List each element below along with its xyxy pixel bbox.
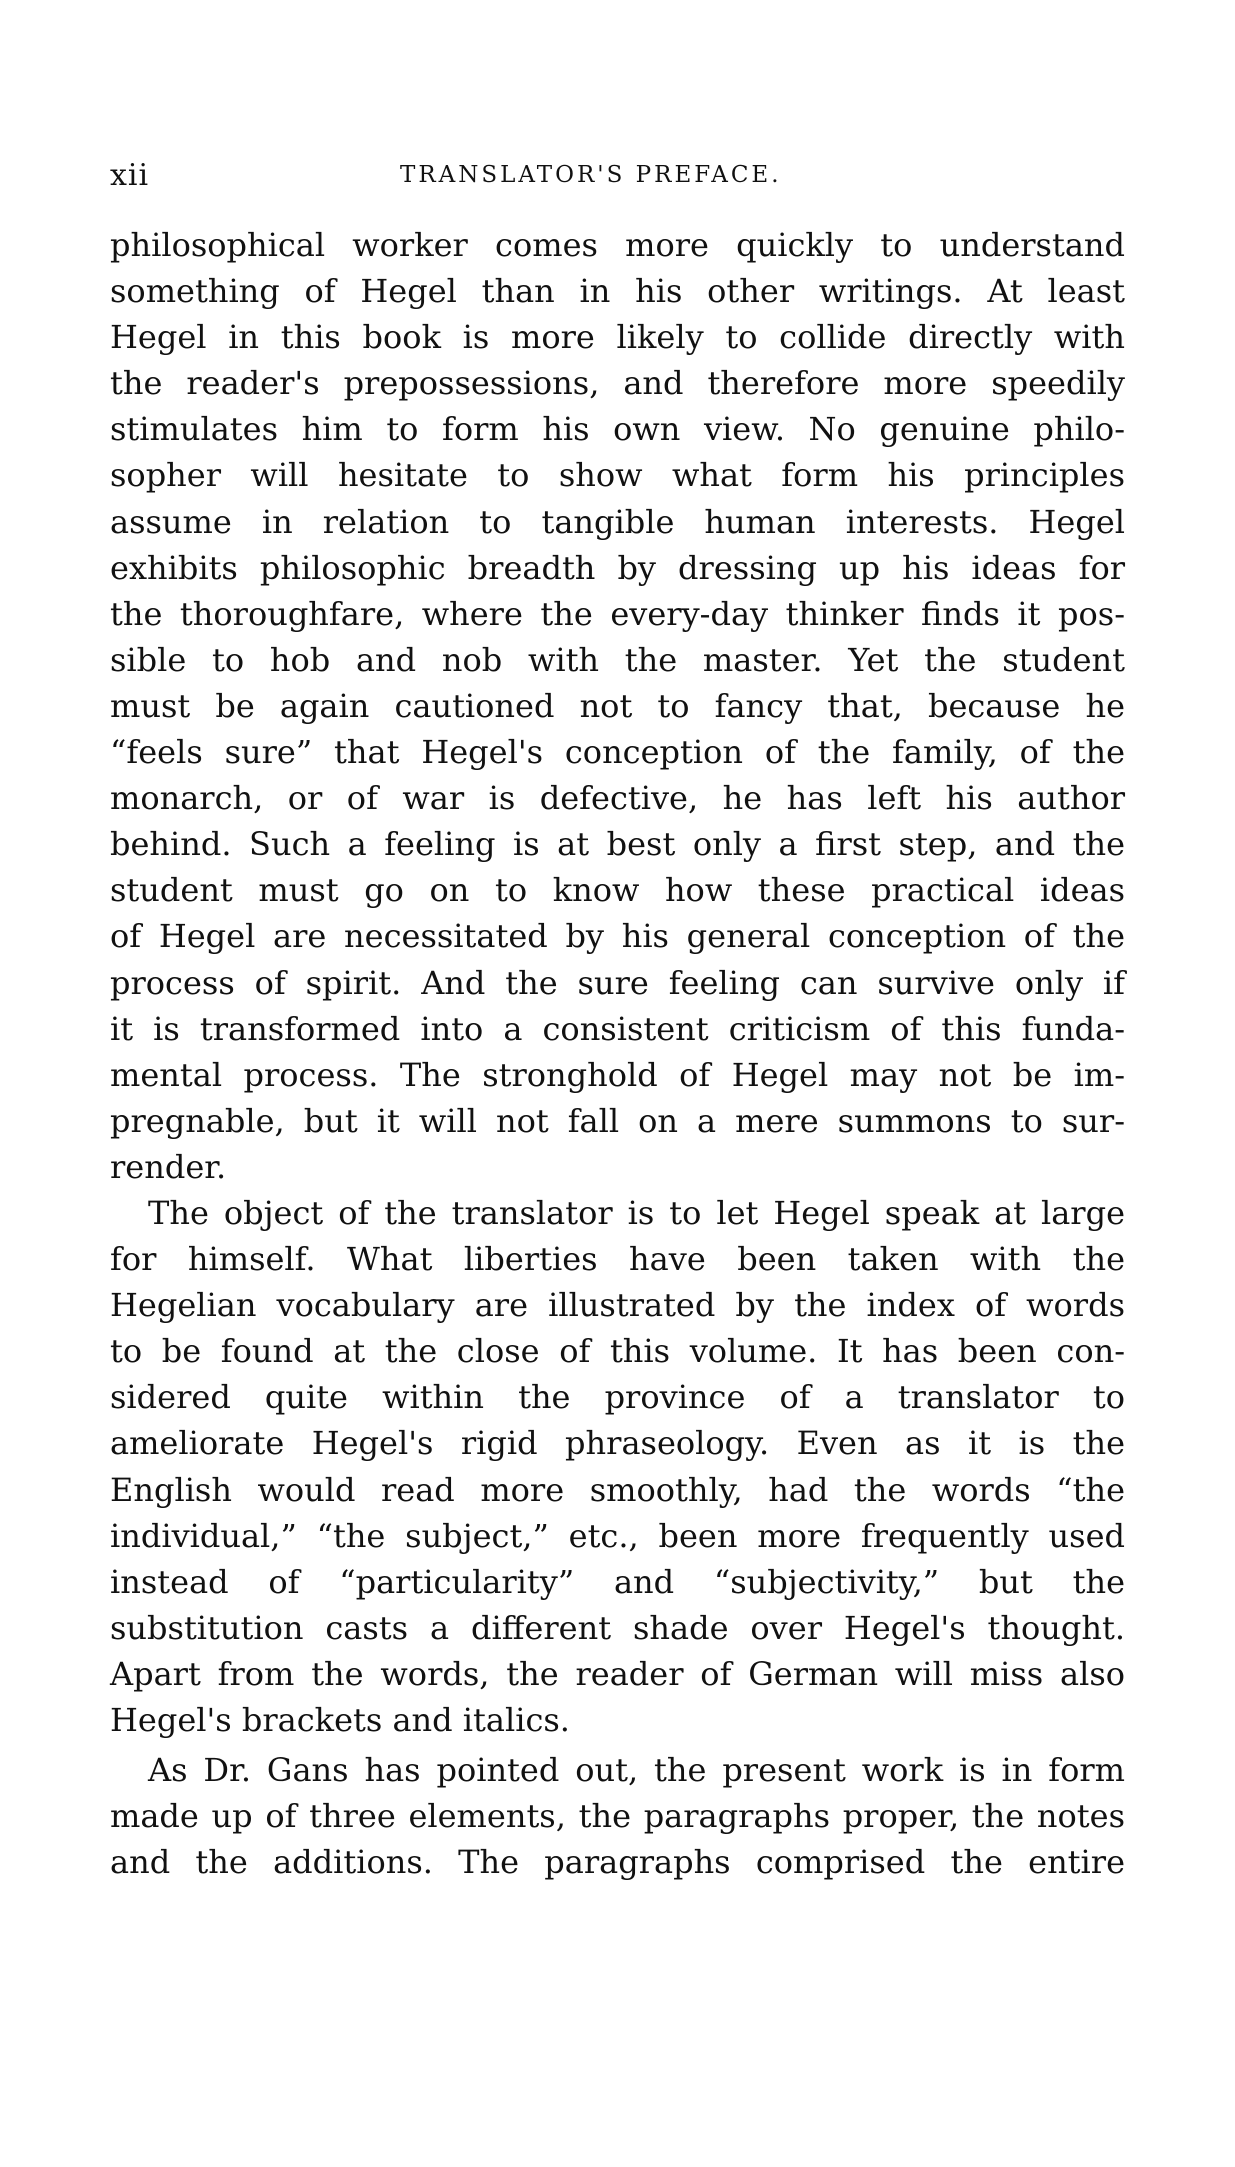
text-line: made up of three elements, the paragraphs proper, the notes xyxy=(110,1797,1125,1836)
paragraph-3 xyxy=(110,1747,1125,1885)
text-line: Apart from the words, the reader of German will miss also xyxy=(110,1654,1125,1693)
text-line: student must go on to know how these practical ideas xyxy=(110,871,1125,910)
text-line: As Dr. Gans has pointed out, the present work is in form xyxy=(148,1751,1125,1790)
text-line: behind. Such a feeling is at best only a first step, and the xyxy=(110,825,1125,864)
text-line: The object of the translator is to let Hegel speak at large xyxy=(148,1193,1125,1232)
text-line: sible to hob and nob with the master. Yet the student xyxy=(110,640,1125,679)
text-line: stimulates him to form his own view. No genuine philo- xyxy=(110,410,1125,449)
paragraph-1 xyxy=(110,222,1125,1190)
text-line: and the additions. The paragraphs comprised the entire xyxy=(110,1843,1125,1882)
text-line: pregnable, but it will not fall on a mere summons to sur- xyxy=(110,1101,1125,1140)
page-number: xii xyxy=(110,158,150,193)
text-line: must be again cautioned not to fancy that, because he xyxy=(110,686,1125,725)
text-line: assume in relation to tangible human interests. Hegel xyxy=(110,502,1125,541)
text-line: sopher will hesitate to show what form his principles xyxy=(110,456,1125,495)
text-line: Hegel's brackets and italics. xyxy=(110,1701,570,1739)
text-line: instead of “particularity” and “subjectivity,” but the xyxy=(110,1562,1125,1601)
text-line: Hegelian vocabulary are illustrated by the index of words xyxy=(110,1286,1125,1325)
text-line: monarch, or of war is defective, he has left his author xyxy=(110,779,1125,818)
text-line: sidered quite within the province of a translator to xyxy=(110,1378,1125,1417)
text-line: render. xyxy=(110,1147,227,1186)
body-text xyxy=(110,222,1125,1885)
text-line: mental process. The stronghold of Hegel may not be im- xyxy=(110,1055,1125,1094)
text-line: Hegel in this book is more likely to collide directly with xyxy=(110,318,1125,357)
text-line: something of Hegel than in his other writings. At least xyxy=(110,272,1125,311)
text-line: of Hegel are necessitated by his general conception of the xyxy=(110,917,1125,956)
text-line: philosophical worker comes more quickly to understand xyxy=(110,226,1125,264)
paragraph-2 xyxy=(110,1190,1125,1743)
text-line: the reader's prepossessions, and therefore more speedily xyxy=(110,364,1125,403)
text-line: to be found at the close of this volume. It has been con- xyxy=(110,1332,1125,1371)
page-header xyxy=(110,158,1126,198)
running-head: TRANSLATOR'S PREFACE. xyxy=(400,162,782,188)
text-line: for himself. What liberties have been taken with the xyxy=(110,1240,1125,1279)
text-line: the thoroughfare, where the every-day thinker finds it pos- xyxy=(110,594,1125,633)
text-line: “feels sure” that Hegel's conception of the family, of the xyxy=(110,733,1125,772)
text-line: process of spirit. And the sure feeling can survive only if xyxy=(110,963,1125,1002)
text-line: ameliorate Hegel's rigid phraseology. Even as it is the xyxy=(110,1424,1125,1463)
text-line: individual,” “the subject,” etc., been more frequently used xyxy=(110,1516,1125,1555)
text-line: it is transformed into a consistent criticism of this funda- xyxy=(110,1009,1125,1048)
text-line: substitution casts a different shade over Hegel's thought. xyxy=(110,1608,1125,1647)
text-line: English would read more smoothly, had the words “the xyxy=(110,1470,1125,1509)
text-line: exhibits philosophic breadth by dressing up his ideas for xyxy=(110,548,1125,587)
